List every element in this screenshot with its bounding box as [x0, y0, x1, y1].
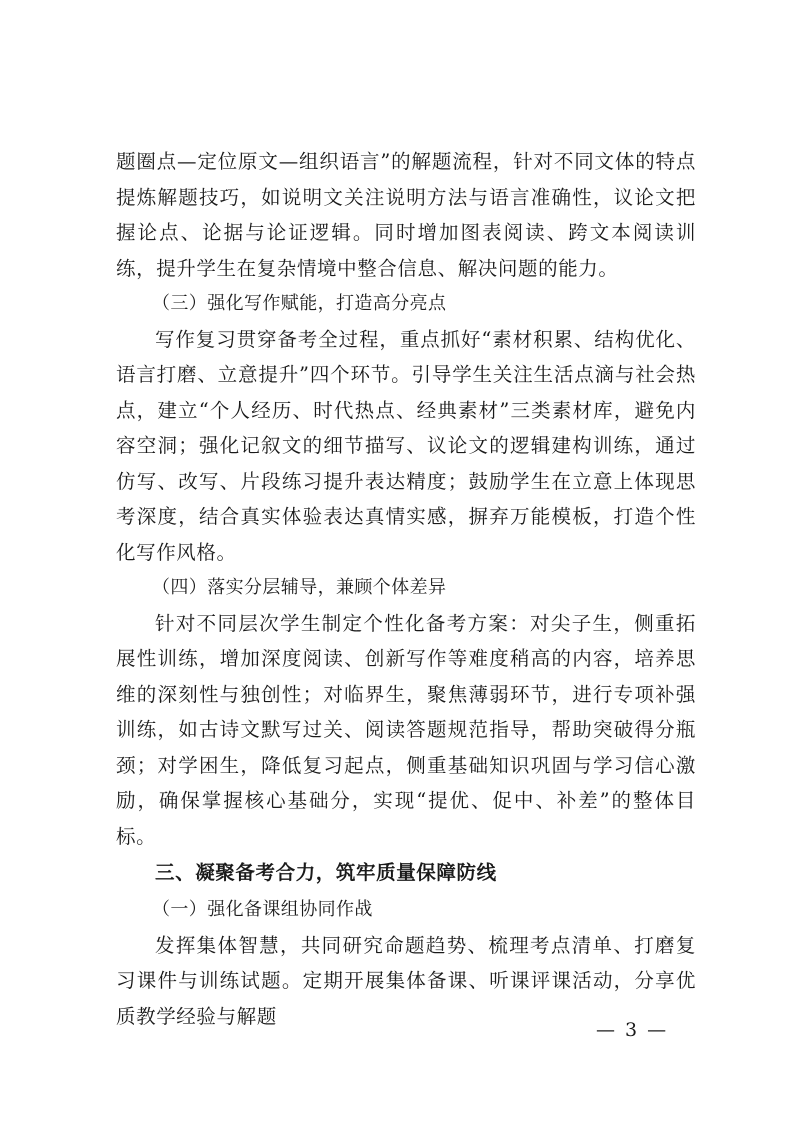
document-body	[116, 144, 696, 1034]
subheading-tiered-tutoring: （四）落实分层辅导，兼顾个体差异	[152, 577, 447, 598]
subheading-writing: （三）强化写作赋能，打造高分亮点	[152, 293, 447, 314]
page-number: — 3 —	[596, 1019, 669, 1041]
section-heading-three: 三、凝聚备考合力，筑牢质量保障防线	[155, 861, 497, 884]
paragraph-lesson-prep-group: 发挥集体智慧，共同研究命题趋势、梳理考点清单、打磨复习课件与训练试题。定期开展集体备课、听课评课活动，分享优质教学经验与解题	[116, 933, 696, 1028]
paragraph-reading-methods-continued: 题圈点—定位原文—组织语言”的解题流程，针对不同文体的特点提炼解题技巧，如说明文关注说明方法与语言准确性，议论文把握论点、论据与论证逻辑。同时增加图表阅读、跨文本阅读训练，提升学生在复杂情境中整合信息、解决问题的能力。	[116, 150, 696, 280]
subheading-lesson-prep-group: （一）强化备课组协同作战	[152, 899, 373, 920]
paragraph-writing: 写作复习贯穿备考全过程，重点抓好“素材积累、结构优化、语言打磨、立意提升”四个环节。引导学生关注生活点滴与社会热点，建立“个人经历、时代热点、经典素材”三类素材库，避免内容空洞；强化记叙文的细节描写、议论文的逻辑建构训练，通过仿写、改写、片段练习提升表达精度；鼓励学生在立意上体现思考深度，结合真实体验表达真情实感，摒弃万能模板，打造个性化写作风格。	[116, 327, 696, 564]
paragraph-tiered-tutoring: 针对不同层次学生制定个性化备考方案：对尖子生，侧重拓展性训练，增加深度阅读、创新写作等难度稍高的内容，培养思维的深刻性与独创性；对临界生，聚焦薄弱环节，进行专项补强训练，如古诗文默写过关、阅读答题规范指导，帮助突破得分瓶颈；对学困生，降低复习起点，侧重基础知识巩固与学习信心激励，确保掌握核心基础分，实现“提优、促中、补差”的整体目标。	[116, 611, 696, 848]
